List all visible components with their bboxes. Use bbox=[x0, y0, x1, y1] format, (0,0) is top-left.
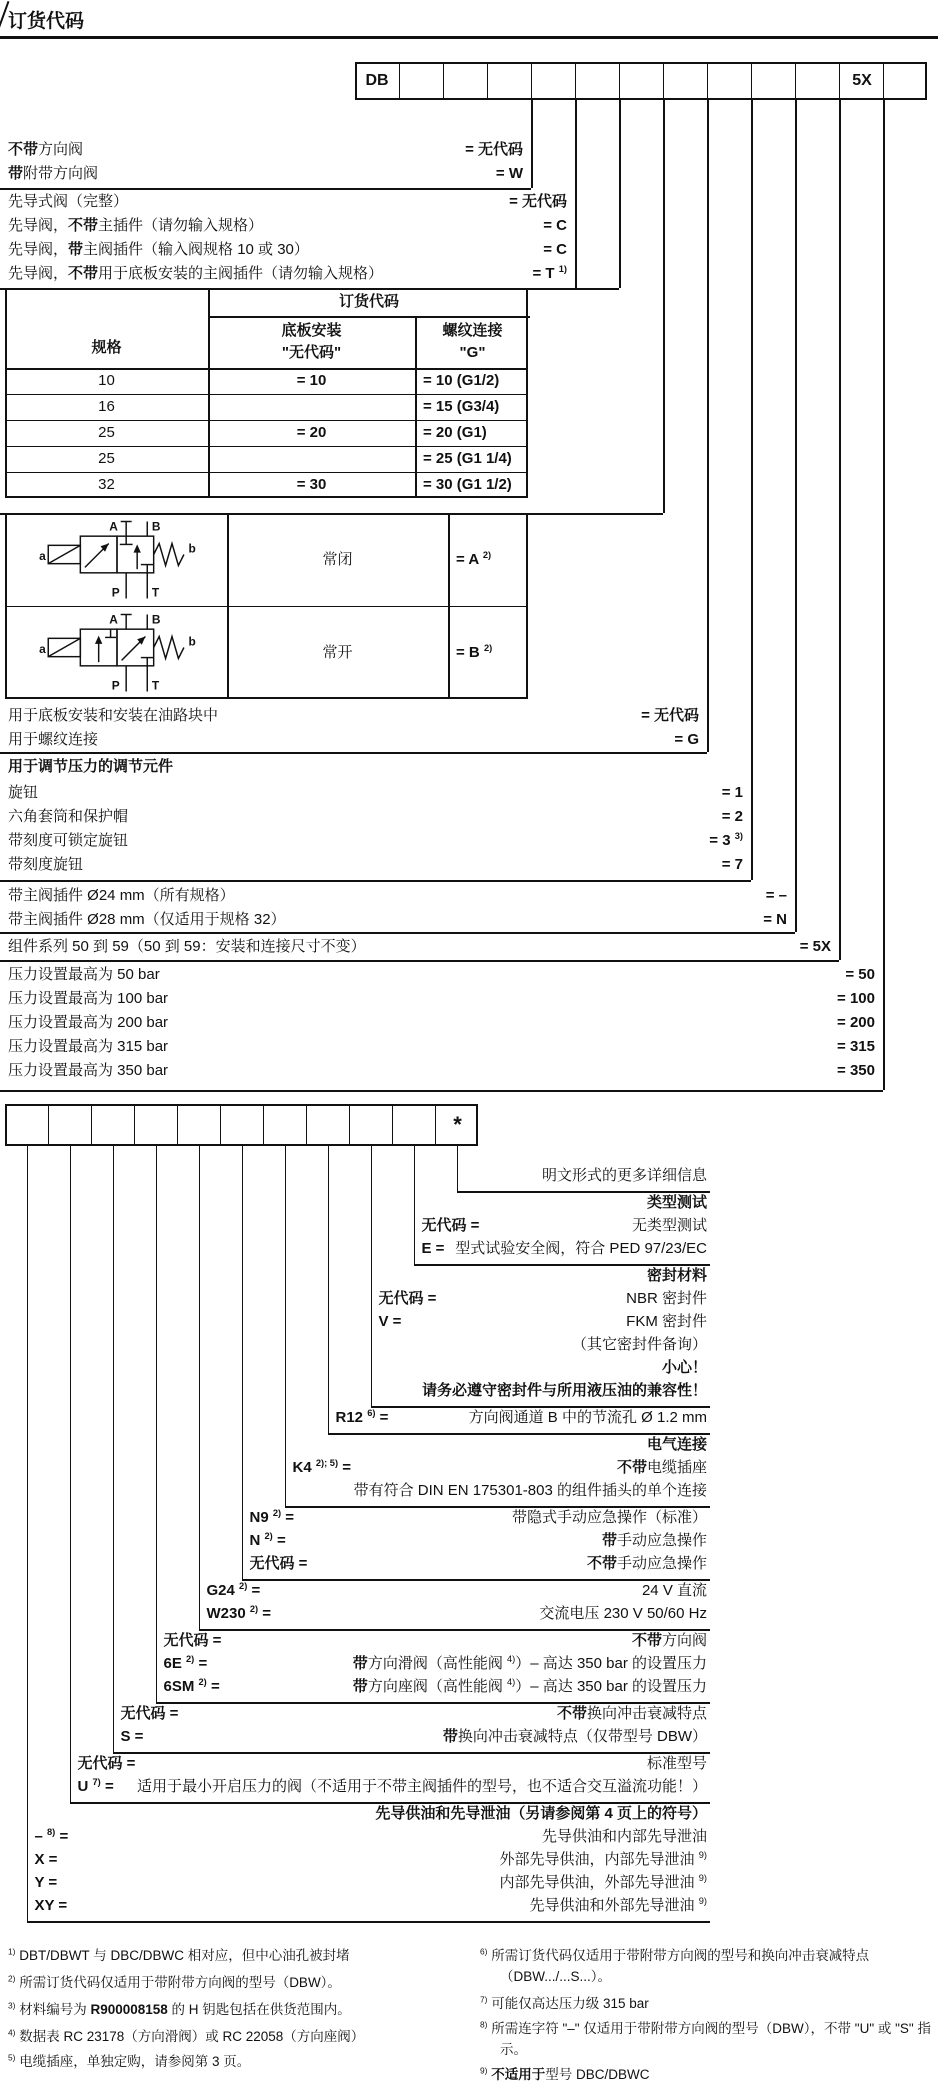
option-label: 带有符合 DIN EN 175301-803 的组件插头的单个连接 bbox=[353, 1482, 707, 1499]
section-header: 用于调节压力的调节元件 bbox=[8, 758, 174, 775]
option-code: X = bbox=[34, 1851, 58, 1868]
code-box-empty bbox=[91, 1106, 135, 1144]
footnote: $^{4)}$ 数据表 RC 23178（方向滑阀）或 RC 22058（方向座阀） bbox=[8, 2027, 365, 2044]
option-label: 带方向滑阀（高性能阀 $^{4)}$）– 高达 350 bar 的设置压力 bbox=[352, 1654, 707, 1672]
option-code: 无代码 = bbox=[249, 1555, 308, 1572]
option-code: U $^{7)}$ = bbox=[77, 1777, 114, 1795]
svg-text:B: B bbox=[151, 612, 161, 627]
option-label: 请务必遵守密封件与所用液压油的兼容性！ bbox=[421, 1382, 707, 1399]
leader-line bbox=[328, 1146, 330, 1433]
svg-text:P: P bbox=[111, 678, 120, 693]
option-label: 不带方向阀 bbox=[631, 1632, 707, 1649]
section-header: 先导供油和先导泄油（另请参阅第 4 页上的符号） bbox=[375, 1805, 707, 1822]
code-box-series: 5X bbox=[839, 64, 884, 98]
code-box-empty bbox=[177, 1106, 221, 1144]
option-label: NBR 密封件 bbox=[626, 1290, 707, 1307]
section-divider bbox=[0, 960, 839, 962]
section-divider bbox=[113, 1752, 711, 1754]
leader-line bbox=[883, 100, 885, 1090]
code-box-empty bbox=[443, 64, 488, 98]
option-code: Y = bbox=[34, 1874, 58, 1891]
code-box-empty bbox=[663, 64, 708, 98]
footnote: $^{1)}$ DBT/DBWT 与 DBC/DBWC 相对应，但中心油孔被封堵 bbox=[8, 1946, 350, 1963]
option-label: 压力设置最高为 350 bar bbox=[8, 1062, 169, 1079]
leader-line bbox=[414, 1146, 416, 1264]
option-code: XY = bbox=[34, 1897, 68, 1914]
option-label: 带主阀插件 Ø28 mm（仅适用于规格 32） bbox=[8, 911, 286, 928]
option-label: 先导式阀（完整） bbox=[8, 193, 129, 210]
leader-line bbox=[371, 1146, 373, 1406]
top-code-grid bbox=[355, 62, 927, 100]
size-table-line bbox=[5, 368, 528, 370]
leader-line bbox=[663, 100, 665, 513]
code-box-empty bbox=[349, 1106, 393, 1144]
bottom-code-grid bbox=[5, 1104, 478, 1146]
code-box-empty bbox=[707, 64, 752, 98]
code-box-empty bbox=[795, 64, 840, 98]
footnote: $^{7)}$ 可能仅高达压力级 315 bar bbox=[480, 1994, 649, 2011]
option-code: 6E $^{2)}$ = bbox=[163, 1654, 208, 1672]
leader-line bbox=[285, 1146, 287, 1506]
leader-line bbox=[795, 100, 797, 932]
option-label: 带刻度旋钮 bbox=[8, 856, 84, 873]
code-box-db: DB bbox=[365, 72, 389, 89]
option-code: = 350 bbox=[837, 1062, 875, 1079]
size-code-subplate: = 10 bbox=[296, 372, 327, 389]
svg-text:P: P bbox=[111, 585, 120, 600]
option-label: 先导阀，不带主插件（请勿输入规格） bbox=[8, 217, 264, 234]
leader-line bbox=[199, 1146, 201, 1629]
option-label: 用于螺纹连接 bbox=[8, 731, 99, 748]
svg-text:a: a bbox=[39, 642, 46, 656]
option-label: 六角套筒和保护帽 bbox=[8, 808, 129, 825]
section-divider bbox=[0, 752, 707, 754]
code-box-empty bbox=[48, 1106, 92, 1144]
leader-line bbox=[707, 100, 709, 752]
size-cell: 25 bbox=[98, 424, 115, 441]
option-label: FKM 密封件 bbox=[626, 1313, 707, 1330]
option-label: 压力设置最高为 315 bar bbox=[8, 1038, 169, 1055]
option-label: 带隐式手动应急操作（标准） bbox=[511, 1509, 707, 1526]
symbol-desc: 常闭 bbox=[322, 551, 353, 568]
option-label: 标准型号 bbox=[646, 1755, 707, 1772]
option-label: 先导阀，不带用于底板安装的主阀插件（请勿输入规格） bbox=[8, 265, 384, 282]
size-cell: 25 bbox=[98, 450, 115, 467]
option-label: 压力设置最高为 100 bar bbox=[8, 990, 169, 1007]
leader-line bbox=[619, 100, 621, 288]
option-code: 无代码 = bbox=[77, 1755, 136, 1772]
code-box-empty bbox=[399, 64, 444, 98]
option-code: = W bbox=[495, 165, 523, 182]
size-code-threaded: = 30 (G1 1/2) bbox=[423, 476, 512, 493]
footnote: $^{2)}$ 所需订货代码仅适用于带附带方向阀的型号（DBW）。 bbox=[8, 1973, 341, 1990]
leader-line bbox=[575, 100, 577, 288]
svg-text:b: b bbox=[188, 634, 196, 649]
option-code: = 无代码 bbox=[641, 707, 699, 724]
option-label: 组件系列 50 到 59（50 到 59：安装和连接尺寸不变） bbox=[8, 938, 366, 955]
option-label: 旋钮 bbox=[8, 784, 39, 801]
option-code: = – bbox=[765, 887, 787, 904]
option-label: 24 V 直流 bbox=[641, 1582, 707, 1599]
option-label: 带方向座阀（高性能阀 $^{4)}$）– 高达 350 bar 的设置压力 bbox=[352, 1677, 707, 1695]
leader-line bbox=[751, 100, 753, 880]
size-cell: 16 bbox=[98, 398, 115, 415]
option-code: N9 $^{2)}$ = bbox=[249, 1508, 295, 1526]
option-code: G24 $^{2)}$ = bbox=[206, 1581, 261, 1599]
option-code: = 5X bbox=[799, 938, 831, 955]
option-code: E = bbox=[421, 1240, 445, 1257]
code-box-empty bbox=[487, 64, 532, 98]
size-table-group-header: 订货代码 bbox=[338, 293, 399, 310]
option-label: 先导供油和内部先导泄油 bbox=[541, 1828, 707, 1845]
option-label: 带附带方向阀 bbox=[8, 165, 99, 182]
option-code: = 无代码 bbox=[465, 141, 523, 158]
code-box-empty bbox=[531, 64, 576, 98]
section-divider bbox=[0, 188, 531, 190]
option-code: = C bbox=[543, 241, 567, 258]
size-cell: 10 bbox=[98, 372, 115, 389]
code-box-empty bbox=[619, 64, 664, 98]
section-divider bbox=[0, 932, 795, 934]
code-box-empty bbox=[392, 1106, 436, 1144]
option-code: 无代码 = bbox=[378, 1290, 437, 1307]
option-label: 小心！ bbox=[661, 1359, 707, 1376]
size-table-line bbox=[5, 394, 528, 395]
size-code-threaded: = 15 (G3/4) bbox=[423, 398, 500, 415]
option-label: （其它密封件备询） bbox=[571, 1336, 707, 1353]
option-label: 明文形式的更多详细信息 bbox=[541, 1167, 707, 1184]
option-code: = 无代码 bbox=[509, 193, 567, 210]
option-label: 不带电缆插座 bbox=[616, 1459, 707, 1476]
code-box-empty bbox=[575, 64, 620, 98]
option-label: 交流电压 230 V 50/60 Hz bbox=[539, 1605, 707, 1622]
code-box-empty bbox=[263, 1106, 307, 1144]
svg-text:A: A bbox=[109, 612, 118, 627]
option-label: 带手动应急操作 bbox=[601, 1532, 707, 1549]
option-code: = 7 bbox=[721, 856, 743, 873]
section-header: 电气连接 bbox=[646, 1436, 707, 1453]
footnote: $^{5)}$ 电缆插座，单独定购，请参阅第 3 页。 bbox=[8, 2052, 251, 2069]
svg-text:T: T bbox=[151, 585, 160, 600]
svg-text:a: a bbox=[39, 549, 46, 563]
option-code: = 1 bbox=[721, 784, 743, 801]
leader-line bbox=[457, 1146, 459, 1191]
leader-line bbox=[27, 1146, 29, 1921]
option-code: = 50 bbox=[845, 966, 875, 983]
size-cell: 32 bbox=[98, 476, 115, 493]
option-label: 先导阀，带主阀插件（输入阀规格 10 或 30） bbox=[8, 241, 309, 258]
svg-text:b: b bbox=[188, 541, 196, 556]
leader-line bbox=[839, 100, 841, 960]
option-label: 适用于最小开启压力的阀（不适用于不带主阀插件的型号，也不适合交互溢流功能！） bbox=[136, 1778, 707, 1795]
size-table-line bbox=[5, 420, 528, 421]
size-code-subplate: = 20 bbox=[296, 424, 327, 441]
code-box-empty bbox=[883, 64, 928, 98]
leader-line bbox=[156, 1146, 158, 1702]
leader-line bbox=[531, 100, 533, 188]
section-divider bbox=[27, 1921, 711, 1923]
code-box-empty bbox=[306, 1106, 350, 1144]
option-label: 内部先导供油，外部先导泄油 $^{9)}$ bbox=[499, 1873, 707, 1891]
svg-text:T: T bbox=[151, 678, 160, 693]
option-code: = 2 bbox=[721, 808, 743, 825]
option-code: = A $^{2)}$ bbox=[456, 550, 492, 568]
option-label: 压力设置最高为 50 bar bbox=[8, 966, 160, 983]
leader-line bbox=[242, 1146, 244, 1579]
code-box-empty bbox=[751, 64, 796, 98]
option-label: 压力设置最高为 200 bar bbox=[8, 1014, 169, 1031]
size-table-col-subplate: 底板安装 "无代码" bbox=[281, 322, 342, 361]
size-table-line bbox=[5, 472, 528, 473]
option-code: R12 $^{6)}$ = bbox=[335, 1408, 389, 1426]
code-box-empty bbox=[134, 1106, 178, 1144]
size-table-line bbox=[208, 316, 530, 318]
size-table-line bbox=[5, 446, 528, 447]
option-code: 无代码 = bbox=[120, 1705, 179, 1722]
option-label: 外部先导供油，内部先导泄油 $^{9)}$ bbox=[499, 1850, 707, 1868]
valve-symbol-normally-open-icon bbox=[18, 609, 216, 697]
option-code: K4 $^{2); 5)}$ = bbox=[292, 1458, 351, 1476]
size-code-threaded: = 20 (G1) bbox=[423, 424, 487, 441]
section-divider bbox=[0, 1090, 883, 1092]
svg-text:A: A bbox=[109, 519, 118, 534]
option-label: 不带换向冲击衰减特点 bbox=[556, 1705, 707, 1722]
option-code: = B $^{2)}$ bbox=[456, 643, 493, 661]
option-label: 方向阀通道 B 中的节流孔 Ø 1.2 mm bbox=[468, 1409, 707, 1426]
option-code: = 200 bbox=[837, 1014, 875, 1031]
section-divider bbox=[0, 880, 751, 882]
footnote: $^{6)}$ 所需订货代码仅适用于带附带方向阀的型号和换向冲击衰减特点（DBW.../...S...）。 bbox=[480, 1946, 870, 1984]
option-label: 先导供油和外部先导泄油 $^{9)}$ bbox=[529, 1896, 707, 1914]
option-code: = N bbox=[763, 911, 787, 928]
option-label: 带换向冲击衰减特点（仅带型号 DBW） bbox=[442, 1728, 707, 1745]
footnote: $^{9)}$ 不适用于型号 DBC/DBWC bbox=[480, 2065, 650, 2082]
option-code: = 315 bbox=[837, 1038, 875, 1055]
code-box-asterisk: * bbox=[435, 1106, 479, 1144]
option-label: 用于底板安装和安装在油路块中 bbox=[8, 707, 219, 724]
option-code: = G bbox=[674, 731, 699, 748]
size-table-col-threaded: 螺纹连接 "G" bbox=[442, 322, 503, 361]
option-label: 不带方向阀 bbox=[8, 141, 84, 158]
option-code: 无代码 = bbox=[421, 1217, 480, 1234]
svg-text:B: B bbox=[151, 519, 161, 534]
option-label: 带刻度可锁定旋钮 bbox=[8, 832, 129, 849]
section-divider bbox=[242, 1579, 711, 1581]
size-code-subplate: = 30 bbox=[296, 476, 327, 493]
footnote: $^{3)}$ 材料编号为 R900008158 的 H 钥匙包括在供货范围内。 bbox=[8, 2000, 351, 2017]
option-code: W230 $^{2)}$ = bbox=[206, 1604, 272, 1622]
leader-line bbox=[70, 1146, 72, 1802]
page-title: 订货代码 bbox=[8, 11, 85, 32]
option-label: 无类型测试 bbox=[631, 1217, 707, 1234]
valve-symbol-normally-closed-icon bbox=[18, 516, 216, 604]
section-header: 密封材料 bbox=[646, 1267, 707, 1284]
option-code: = T $^{1)}$ bbox=[532, 264, 567, 282]
option-code: 无代码 = bbox=[163, 1632, 222, 1649]
leader-line bbox=[113, 1146, 115, 1752]
footnote: $^{8)}$ 所需连字符 "–" 仅适用于带附带方向阀的型号（DBW），不带 "U" 或 "S" 指示。 bbox=[480, 2019, 931, 2057]
section-header: 类型测试 bbox=[646, 1194, 707, 1211]
option-label: 不带手动应急操作 bbox=[586, 1555, 707, 1572]
option-code: N $^{2)}$ = bbox=[249, 1531, 286, 1549]
code-box-empty bbox=[5, 1106, 48, 1144]
size-code-threaded: = 10 (G1/2) bbox=[423, 372, 500, 389]
option-code: V = bbox=[378, 1313, 402, 1330]
option-code: = 100 bbox=[837, 990, 875, 1007]
size-table-col-size: 规格 bbox=[91, 339, 122, 356]
option-code: = 3 $^{3)}$ bbox=[709, 831, 743, 849]
symbol-desc: 常开 bbox=[322, 644, 353, 661]
option-code: 6SM $^{2)}$ = bbox=[163, 1677, 220, 1695]
option-code: S = bbox=[120, 1728, 144, 1745]
option-code: = C bbox=[543, 217, 567, 234]
size-code-threaded: = 25 (G1 1/4) bbox=[423, 450, 512, 467]
option-label: 型式试验安全阀，符合 PED 97/23/EC bbox=[455, 1240, 707, 1257]
title-rule bbox=[0, 36, 938, 39]
option-label: 带主阀插件 Ø24 mm（所有规格） bbox=[8, 887, 235, 904]
option-code: – $^{8)}$ = bbox=[34, 1827, 69, 1845]
code-box-empty bbox=[220, 1106, 264, 1144]
